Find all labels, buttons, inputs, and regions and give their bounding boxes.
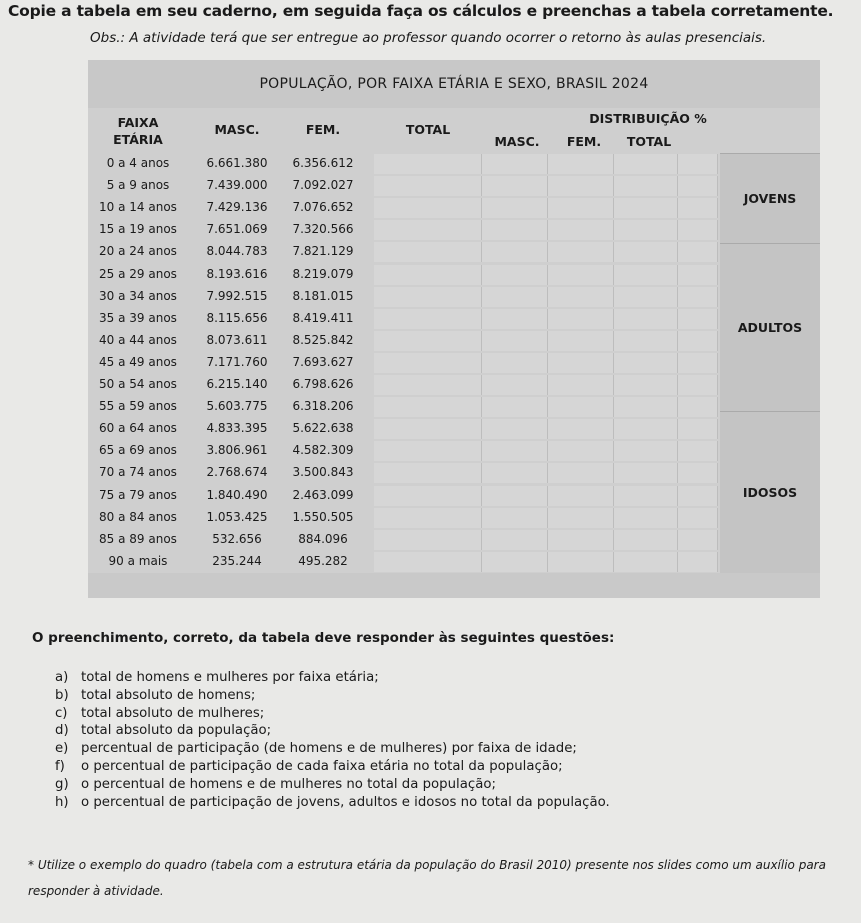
row-faixa: 15 a 19 anos xyxy=(99,222,177,237)
empty-cell xyxy=(614,154,678,174)
empty-cell xyxy=(482,265,548,285)
empty-cell xyxy=(548,309,614,329)
row-fem: 2.463.099 xyxy=(292,487,354,502)
empty-cell xyxy=(548,508,614,528)
empty-cell xyxy=(614,486,678,506)
empty-cell xyxy=(374,220,482,240)
row-fem: 7.693.627 xyxy=(292,354,354,369)
question-item xyxy=(55,741,855,759)
row-faixa: 45 a 49 anos xyxy=(99,354,177,369)
row-faixa: 60 a 64 anos xyxy=(99,421,177,436)
row-faixa: 25 a 29 anos xyxy=(99,266,177,281)
empty-cell xyxy=(614,331,678,351)
empty-cell xyxy=(482,176,548,196)
question-text: total de homens e mulheres por faixa etária; xyxy=(81,670,379,685)
header-fem: FEM. xyxy=(305,122,341,137)
row-masc: 7.651.069 xyxy=(206,222,268,237)
empty-cell xyxy=(614,397,678,417)
question-letter: d) xyxy=(55,723,69,739)
table-row xyxy=(88,462,820,484)
row-masc: 532.656 xyxy=(212,531,262,546)
empty-cell xyxy=(678,287,718,307)
empty-cell xyxy=(374,441,482,461)
empty-cell xyxy=(482,441,548,461)
empty-cell xyxy=(548,552,614,572)
header-faixa-line2: ETÁRIA xyxy=(113,132,163,147)
empty-cell xyxy=(678,419,718,439)
empty-cell xyxy=(548,287,614,307)
empty-cell xyxy=(374,552,482,572)
empty-cell xyxy=(678,242,718,262)
row-faixa: 5 a 9 anos xyxy=(106,178,170,193)
empty-cell xyxy=(614,353,678,373)
row-masc: 8.073.611 xyxy=(206,332,268,347)
question-letter: c) xyxy=(55,705,68,721)
empty-cell xyxy=(482,309,548,329)
table-footer xyxy=(88,573,820,598)
table-row xyxy=(88,440,820,462)
empty-cell xyxy=(614,220,678,240)
empty-cell xyxy=(614,242,678,262)
row-faixa: 50 a 54 anos xyxy=(99,377,177,391)
question-item xyxy=(55,759,855,777)
empty-cell xyxy=(374,242,482,262)
table-row xyxy=(88,529,820,551)
table-row xyxy=(88,352,820,374)
question-item xyxy=(55,688,855,706)
table-row xyxy=(88,551,820,573)
empty-cell xyxy=(614,552,678,572)
row-masc: 8.115.656 xyxy=(206,310,268,325)
empty-cell xyxy=(374,198,482,218)
question-item xyxy=(55,723,855,741)
empty-cell xyxy=(678,265,718,285)
empty-cell xyxy=(614,309,678,329)
empty-cell xyxy=(614,463,678,483)
group-idosos: IDOSOS xyxy=(720,411,820,573)
empty-cell xyxy=(614,419,678,439)
question-text: o percentual de participação de jovens, adultos e idosos no total da população. xyxy=(81,794,610,810)
empty-cell xyxy=(678,508,718,528)
row-fem: 7.092.027 xyxy=(292,178,354,193)
header-faixa-line1: FAIXA xyxy=(117,115,159,130)
question-text: o percentual de participação de cada faixa etária no total da população; xyxy=(81,758,563,774)
row-faixa: 85 a 89 anos xyxy=(99,531,177,546)
row-faixa: 75 a 79 anos xyxy=(99,487,177,502)
row-masc: 3.806.961 xyxy=(206,443,268,458)
row-faixa: 0 a 4 anos xyxy=(106,156,170,170)
empty-cell xyxy=(678,154,718,174)
table-row xyxy=(88,264,820,286)
table-row xyxy=(88,197,820,219)
empty-cell xyxy=(678,463,718,483)
header-total: TOTAL xyxy=(405,122,451,137)
empty-cell xyxy=(678,220,718,240)
empty-cell xyxy=(374,154,482,174)
empty-cell xyxy=(482,530,548,550)
row-fem: 3.500.843 xyxy=(292,465,354,480)
row-fem: 8.419.411 xyxy=(292,310,354,325)
empty-cell xyxy=(482,331,548,351)
row-masc: 1.053.425 xyxy=(206,509,268,524)
row-fem: 495.282 xyxy=(298,553,348,568)
empty-cell xyxy=(614,530,678,550)
page-heading: Copie a tabela em seu caderno, em seguida faça os cálculos e preenchas a tabela corretamente. xyxy=(8,2,834,20)
row-masc: 7.992.515 xyxy=(206,288,268,303)
header-dist-masc: MASC. xyxy=(494,134,540,149)
row-masc: 235.244 xyxy=(212,553,262,568)
row-faixa: 90 a mais xyxy=(108,553,168,568)
row-fem: 1.550.505 xyxy=(292,509,354,524)
questions-list xyxy=(55,670,855,812)
empty-cell xyxy=(482,463,548,483)
empty-cell xyxy=(548,331,614,351)
empty-cell xyxy=(482,220,548,240)
question-text: total absoluto de mulheres; xyxy=(81,705,265,721)
row-masc: 2.768.674 xyxy=(206,465,268,480)
empty-cell xyxy=(374,353,482,373)
row-faixa: 30 a 34 anos xyxy=(99,288,177,303)
empty-cell xyxy=(548,242,614,262)
question-text: percentual de participação (de homens e de mulheres) por faixa de idade; xyxy=(81,741,577,757)
table-row xyxy=(88,308,820,330)
group-adultos: ADULTOS xyxy=(720,243,820,411)
empty-cell xyxy=(482,419,548,439)
empty-cell xyxy=(482,552,548,572)
empty-cell xyxy=(374,331,482,351)
empty-cell xyxy=(482,375,548,395)
table-row xyxy=(88,374,820,396)
row-faixa: 65 a 69 anos xyxy=(99,443,177,458)
empty-cell xyxy=(548,154,614,174)
row-fem: 7.076.652 xyxy=(292,200,354,215)
question-letter: e) xyxy=(55,741,69,757)
empty-cell xyxy=(614,441,678,461)
empty-cell xyxy=(374,463,482,483)
questions-intro: O preenchimento, correto, da tabela deve responder às seguintes questões: xyxy=(32,630,615,646)
row-fem: 7.320.566 xyxy=(292,222,354,237)
empty-cell xyxy=(374,309,482,329)
empty-cell xyxy=(678,176,718,196)
empty-cell xyxy=(548,220,614,240)
table-title: POPULAÇÃO, POR FAIXA ETÁRIA E SEXO, BRASIL 2024 xyxy=(88,60,820,108)
header-dist-fem: FEM. xyxy=(566,134,602,149)
row-masc: 6.215.140 xyxy=(206,377,268,391)
table-row xyxy=(88,330,820,352)
row-faixa: 80 a 84 anos xyxy=(99,509,177,524)
empty-cell xyxy=(678,397,718,417)
row-fem: 8.181.015 xyxy=(292,288,354,303)
empty-cell xyxy=(614,375,678,395)
row-faixa: 70 a 74 anos xyxy=(99,465,177,480)
row-fem: 5.622.638 xyxy=(292,421,354,436)
row-masc: 8.044.783 xyxy=(206,244,268,259)
empty-cell xyxy=(482,287,548,307)
row-fem: 8.219.079 xyxy=(292,266,354,281)
empty-cell xyxy=(482,198,548,218)
empty-cell xyxy=(374,375,482,395)
row-masc: 7.171.760 xyxy=(206,354,268,369)
empty-cell xyxy=(678,309,718,329)
table-row xyxy=(88,153,820,175)
question-letter: b) xyxy=(55,687,69,703)
question-item xyxy=(55,777,855,795)
row-faixa: 55 a 59 anos xyxy=(99,399,177,414)
empty-cell xyxy=(482,508,548,528)
empty-cell xyxy=(614,265,678,285)
header-masc: MASC. xyxy=(214,122,260,137)
empty-cell xyxy=(482,353,548,373)
empty-cell xyxy=(614,198,678,218)
empty-cell xyxy=(614,176,678,196)
empty-cell xyxy=(678,331,718,351)
table-row xyxy=(88,507,820,529)
question-letter: g) xyxy=(55,776,69,792)
row-masc: 1.840.490 xyxy=(206,487,268,502)
empty-cell xyxy=(482,154,548,174)
row-faixa: 40 a 44 anos xyxy=(99,332,177,347)
row-masc: 5.603.775 xyxy=(206,399,268,414)
empty-cell xyxy=(374,530,482,550)
row-fem: 884.096 xyxy=(298,531,348,546)
empty-cell xyxy=(374,397,482,417)
empty-cell xyxy=(678,530,718,550)
empty-cell xyxy=(678,353,718,373)
empty-cell xyxy=(678,486,718,506)
empty-cell xyxy=(678,198,718,218)
question-text: total absoluto da população; xyxy=(81,723,272,739)
row-faixa: 35 a 39 anos xyxy=(99,310,177,325)
question-item xyxy=(55,795,855,813)
empty-cell xyxy=(548,463,614,483)
empty-cell xyxy=(548,375,614,395)
row-faixa: 10 a 14 anos xyxy=(99,200,177,215)
footnote: * Utilize o exemplo do quadro (tabela com a estrutura etária da população do Brasil 2010) presente nos slides como um auxílio para responder à atividade. xyxy=(28,858,826,898)
header-dist-total: TOTAL xyxy=(626,134,672,149)
empty-cell xyxy=(548,353,614,373)
row-fem: 7.821.129 xyxy=(292,244,354,259)
empty-cell xyxy=(482,397,548,417)
empty-cell xyxy=(548,441,614,461)
empty-cell xyxy=(614,508,678,528)
empty-cell xyxy=(374,265,482,285)
empty-cell xyxy=(548,198,614,218)
question-letter: h) xyxy=(55,794,69,810)
question-item xyxy=(55,670,855,688)
header-distribuicao: DISTRIBUIÇÃO % xyxy=(589,111,707,126)
empty-cell xyxy=(548,419,614,439)
row-faixa: 20 a 24 anos xyxy=(99,244,177,259)
row-fem: 6.798.626 xyxy=(292,377,354,391)
group-jovens: JOVENS xyxy=(720,153,820,243)
question-text: total absoluto de homens; xyxy=(81,687,256,703)
table-row xyxy=(88,485,820,507)
empty-cell xyxy=(614,287,678,307)
empty-cell xyxy=(548,176,614,196)
question-text: o percentual de homens e de mulheres no total da população; xyxy=(81,776,496,792)
row-fem: 6.318.206 xyxy=(292,399,354,414)
population-table xyxy=(88,60,820,598)
table-row xyxy=(88,241,820,263)
table-row xyxy=(88,418,820,440)
empty-cell xyxy=(678,375,718,395)
row-fem: 4.582.309 xyxy=(292,443,354,458)
header-faixa xyxy=(88,114,188,148)
table-row xyxy=(88,175,820,197)
row-masc: 4.833.395 xyxy=(206,421,268,436)
row-masc: 7.439.000 xyxy=(206,178,268,193)
table-row xyxy=(88,396,820,418)
row-fem: 8.525.842 xyxy=(292,332,354,347)
row-masc: 8.193.616 xyxy=(206,266,268,281)
empty-cell xyxy=(482,486,548,506)
question-letter: a) xyxy=(55,670,69,685)
empty-cell xyxy=(548,530,614,550)
empty-cell xyxy=(374,508,482,528)
table-row xyxy=(88,219,820,241)
empty-cell xyxy=(374,486,482,506)
empty-cell xyxy=(678,441,718,461)
row-fem: 6.356.612 xyxy=(292,156,354,170)
row-masc: 6.661.380 xyxy=(206,156,268,170)
empty-cell xyxy=(374,176,482,196)
table-row xyxy=(88,286,820,308)
observation-note: Obs.: A atividade terá que ser entregue ao professor quando ocorrer o retorno às aulas presenciais. xyxy=(90,30,767,46)
question-item xyxy=(55,706,855,724)
empty-cell xyxy=(548,397,614,417)
row-masc: 7.429.136 xyxy=(206,200,268,215)
empty-cell xyxy=(374,287,482,307)
empty-cell xyxy=(482,242,548,262)
empty-cell xyxy=(678,552,718,572)
empty-cell xyxy=(548,486,614,506)
empty-cell xyxy=(374,419,482,439)
empty-cell xyxy=(548,265,614,285)
question-letter: f) xyxy=(55,758,65,774)
